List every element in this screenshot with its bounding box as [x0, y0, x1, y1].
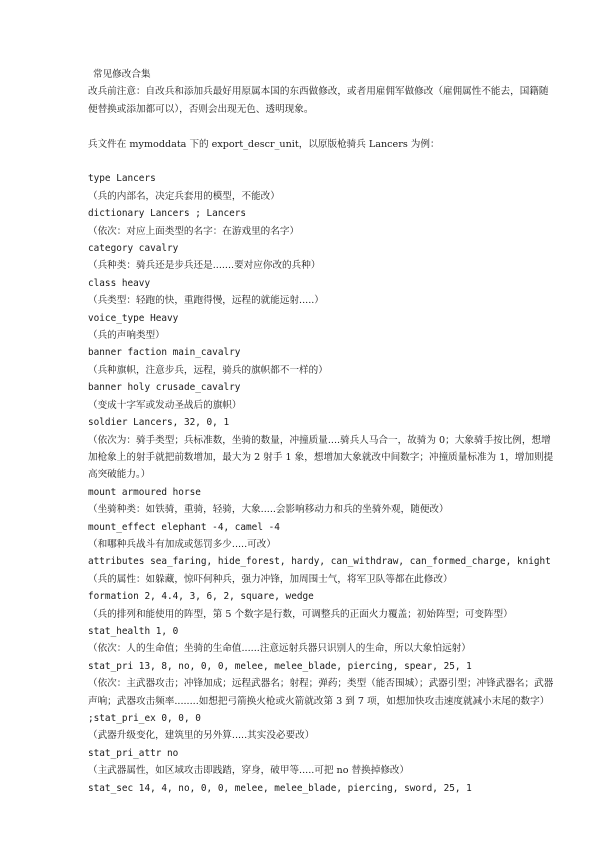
code-line: dictionary Lancers ; Lancers: [88, 208, 247, 220]
code-line: mount_effect elephant -4, camel -4: [88, 521, 280, 533]
note-line: （变成十字军或发动圣战后的旗帜）: [88, 399, 242, 411]
code-line: formation 2, 4.4, 3, 6, 2, square, wedge: [88, 591, 314, 603]
code-line: mount armoured horse: [88, 486, 201, 498]
note-line: （依次：对应上面类型的名字：在游戏里的名字）: [88, 225, 300, 237]
note-line: （兵的排列和能使用的阵型，第 5 个数字是行数，可调整兵的正面火力覆盖；初始阵型；可变阵型）: [88, 608, 513, 620]
note-line: （依次：人的生命值；坐骑的生命值......注意远射兵器只识别人的生命，所以大象怕远射）: [88, 643, 471, 655]
code-line: banner holy crusade_cavalry: [88, 382, 241, 394]
note-line: （和哪种兵战斗有加成或惩罚多少.....可改）: [88, 538, 276, 550]
code-line: stat_pri 13, 8, no, 0, 0, melee, melee_blade, piercing, spear, 25, 1: [88, 660, 472, 672]
note-line: （兵类型：轻跑的快，重跑得慢，远程的就能远射.....）: [88, 295, 324, 307]
code-line: type Lancers: [88, 173, 156, 185]
blank-line: [88, 153, 558, 170]
code-line: stat_pri_attr no: [88, 747, 179, 759]
note-line: （兵的内部名，决定兵套用的模型，不能改）: [88, 190, 280, 202]
file-note: 兵文件在 mymoddata 下的 export_descr_unit，以原版枪骑兵 Lancers 为例：: [88, 138, 440, 150]
code-line: banner faction main_cavalry: [88, 347, 241, 359]
document-page: [88, 66, 558, 797]
note-line: （坐骑种类：如铁骑，重骑，轻骑，大象.....会影响移动力和兵的坐骑外观，随便改）: [88, 504, 449, 516]
note-line: （武器升级变化，建筑里的另外算.....其实没必要改）: [88, 730, 315, 742]
code-line: attributes sea_faring, hide_forest, hardy, can_withdraw, can_formed_charge, knight: [88, 556, 551, 568]
note-line: （主武器属性，如区域攻击即践踏，穿身，破甲等.....可把 no 替换掉修改）: [88, 765, 410, 777]
code-line: stat_health 1, 0: [88, 625, 179, 637]
note-line: （兵的声响类型）: [88, 330, 165, 342]
note-line: （兵的属性：如躲藏，惊吓何种兵，强力冲锋，加周围士气，将军卫队等都在此修改）: [88, 573, 453, 585]
intro-paragraph: 改兵前注意：自改兵和添加兵最好用原属本国的东西做修改，或者用雇佣军做修改（雇佣属性不能去，国籍随便替换或添加都可以），否则会出现无色、透明现象。: [88, 86, 549, 115]
document-title: 常见修改合集: [93, 69, 151, 80]
unit-definition-lines: [88, 170, 558, 797]
note-line: （兵种旗帜，注意步兵，远程，骑兵的旗帜都不一样的）: [88, 364, 328, 376]
code-line: category cavalry: [88, 243, 179, 255]
blank-line: [88, 118, 558, 135]
code-line: voice_type Heavy: [88, 312, 179, 324]
note-line: （依次：主武器攻击；冲锋加成；远程武器名；射程；弹药；类型（能否围城）；武器引型；冲锋武器名；武器声响；武器攻击频率........如想把弓箭换火枪或火箭就改第 3 到 7 项，如想加快攻击速度就减小末尾的数字）: [88, 678, 554, 707]
code-line: stat_sec 14, 4, no, 0, 0, melee, melee_blade, piercing, sword, 25, 1: [88, 782, 472, 794]
code-line: ;stat_pri_ex 0, 0, 0: [88, 713, 201, 724]
note-line: （依次为：骑手类型；兵标准数，坐骑的数量，冲撞质量....骑兵人马合一，故骑为 0；大象骑手按比例，想增加枪象上的射手就把前数增加，最大为 2 射手 1 象，想增加大象就改中间数字；冲撞质量标准为 1，增加则提高突破能力。）: [88, 434, 554, 481]
note-line: （兵种类：骑兵还是步兵还是.......要对应你改的兵种）: [88, 260, 321, 272]
code-line: class heavy: [88, 277, 151, 289]
code-line: soldier Lancers, 32, 0, 1: [88, 417, 230, 429]
